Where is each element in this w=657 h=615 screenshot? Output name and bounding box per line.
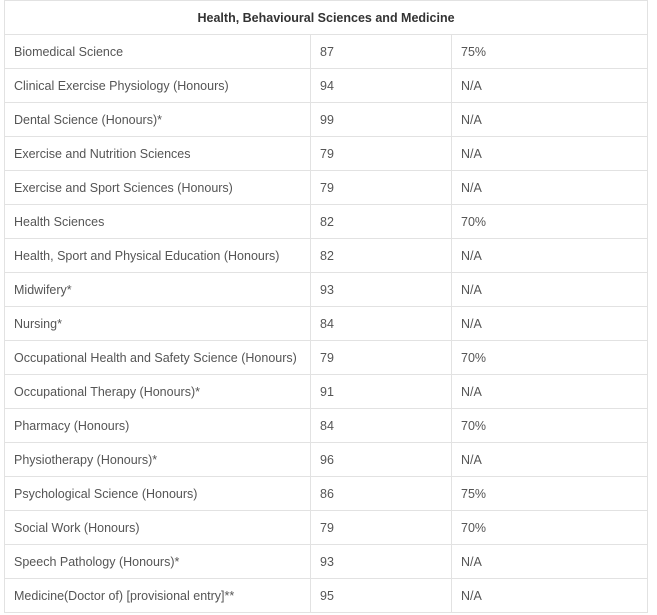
atar-score-cell: 86 [311, 477, 452, 511]
percentage-cell: 70% [452, 511, 648, 545]
atar-score-cell: 79 [311, 171, 452, 205]
admissions-table-container [4, 0, 647, 613]
table-header-row [5, 1, 648, 35]
percentage-cell: 70% [452, 409, 648, 443]
table-row [5, 341, 648, 375]
table-row [5, 511, 648, 545]
percentage-cell: N/A [452, 443, 648, 477]
percentage-cell: 75% [452, 35, 648, 69]
table-section-heading: Health, Behavioural Sciences and Medicine [5, 1, 648, 35]
atar-score-cell: 91 [311, 375, 452, 409]
course-name-cell: Exercise and Sport Sciences (Honours) [5, 171, 311, 205]
table-row [5, 239, 648, 273]
atar-score-cell: 82 [311, 239, 452, 273]
atar-score-cell: 79 [311, 341, 452, 375]
atar-score-cell: 84 [311, 307, 452, 341]
course-name-cell: Clinical Exercise Physiology (Honours) [5, 69, 311, 103]
course-name-cell: Occupational Therapy (Honours)* [5, 375, 311, 409]
percentage-cell: N/A [452, 239, 648, 273]
table-row [5, 477, 648, 511]
course-name-cell: Dental Science (Honours)* [5, 103, 311, 137]
course-name-cell: Nursing* [5, 307, 311, 341]
percentage-cell: N/A [452, 579, 648, 613]
table-row [5, 545, 648, 579]
percentage-cell: 75% [452, 477, 648, 511]
course-name-cell: Health Sciences [5, 205, 311, 239]
course-name-cell: Physiotherapy (Honours)* [5, 443, 311, 477]
course-name-cell: Speech Pathology (Honours)* [5, 545, 311, 579]
atar-score-cell: 95 [311, 579, 452, 613]
table-row [5, 443, 648, 477]
percentage-cell: 70% [452, 205, 648, 239]
atar-score-cell: 79 [311, 137, 452, 171]
table-row [5, 69, 648, 103]
table-row [5, 307, 648, 341]
table-row [5, 409, 648, 443]
course-name-cell: Pharmacy (Honours) [5, 409, 311, 443]
atar-score-cell: 79 [311, 511, 452, 545]
percentage-cell: N/A [452, 103, 648, 137]
course-name-cell: Medicine(Doctor of) [provisional entry]** [5, 579, 311, 613]
percentage-cell: N/A [452, 273, 648, 307]
atar-score-cell: 99 [311, 103, 452, 137]
course-name-cell: Biomedical Science [5, 35, 311, 69]
percentage-cell: 70% [452, 341, 648, 375]
course-name-cell: Health, Sport and Physical Education (Honours) [5, 239, 311, 273]
table-body [5, 35, 648, 613]
atar-score-cell: 93 [311, 545, 452, 579]
table-row [5, 375, 648, 409]
atar-score-cell: 96 [311, 443, 452, 477]
table-row [5, 35, 648, 69]
atar-score-cell: 93 [311, 273, 452, 307]
table-row [5, 273, 648, 307]
table-row [5, 103, 648, 137]
table-row [5, 137, 648, 171]
course-name-cell: Social Work (Honours) [5, 511, 311, 545]
atar-score-cell: 82 [311, 205, 452, 239]
percentage-cell: N/A [452, 171, 648, 205]
table-row [5, 205, 648, 239]
course-name-cell: Exercise and Nutrition Sciences [5, 137, 311, 171]
percentage-cell: N/A [452, 545, 648, 579]
atar-score-cell: 87 [311, 35, 452, 69]
atar-score-cell: 84 [311, 409, 452, 443]
atar-score-cell: 94 [311, 69, 452, 103]
admissions-table [4, 0, 648, 613]
percentage-cell: N/A [452, 137, 648, 171]
course-name-cell: Psychological Science (Honours) [5, 477, 311, 511]
course-name-cell: Occupational Health and Safety Science (Honours) [5, 341, 311, 375]
table-row [5, 579, 648, 613]
percentage-cell: N/A [452, 69, 648, 103]
percentage-cell: N/A [452, 375, 648, 409]
percentage-cell: N/A [452, 307, 648, 341]
table-row [5, 171, 648, 205]
course-name-cell: Midwifery* [5, 273, 311, 307]
